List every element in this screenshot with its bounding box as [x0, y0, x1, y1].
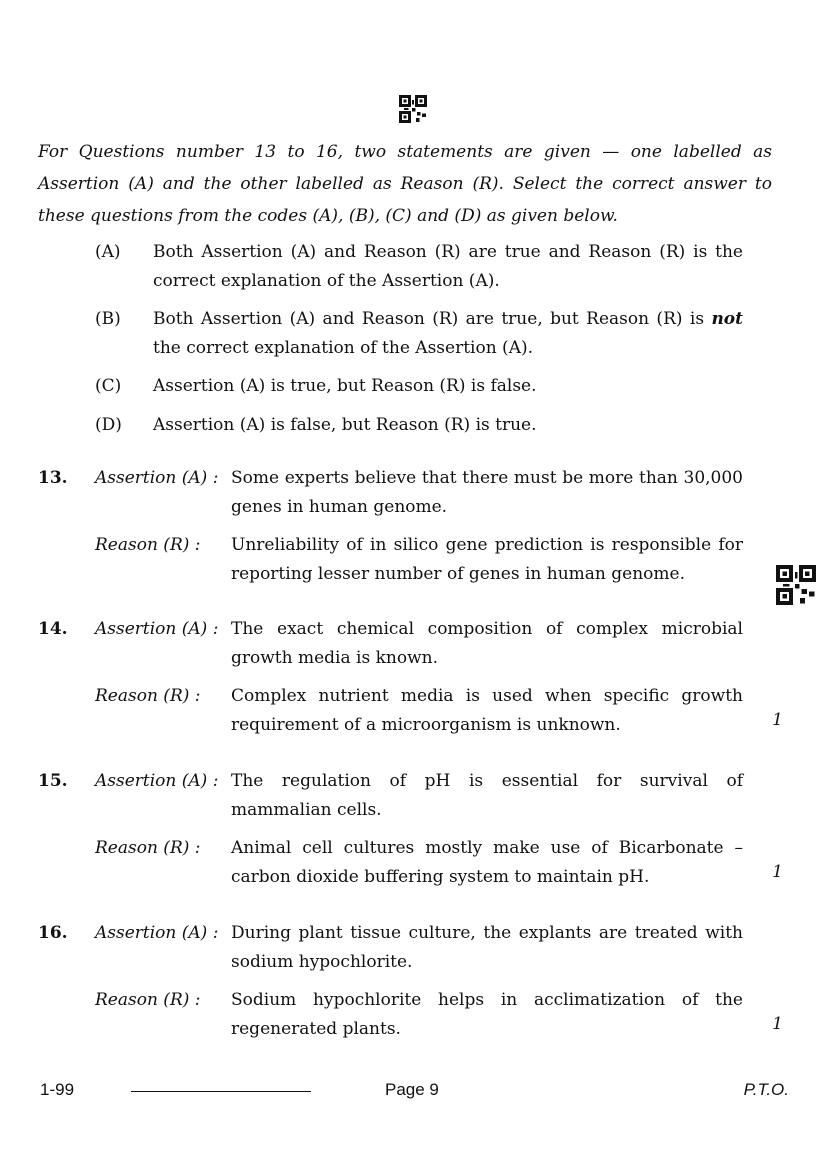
reason-text: Animal cell cultures mostly make use of Bicarbonate – carbon dioxide buffering system to maintain pH. [231, 838, 743, 887]
code-text: Both Assertion (A) and Reason (R) are true, but Reason (R) is not the correct explanation of the Assertion (A). [153, 309, 743, 358]
assertion-row [38, 615, 783, 672]
qr-code-icon [776, 565, 816, 605]
answer-codes [95, 238, 743, 449]
assertion-label: Assertion (A) : [95, 468, 219, 488]
code-option [95, 305, 743, 362]
reason-text: Unreliability of in silico gene prediction is responsible for reporting lesser number of genes in human genome. [231, 535, 743, 584]
code-option [95, 411, 743, 440]
reason-row [38, 531, 783, 588]
assertion-row [38, 767, 783, 824]
footer-rule [131, 1091, 311, 1092]
question-number: 15. [38, 771, 68, 791]
assertion-row [38, 919, 783, 976]
question-16 [38, 919, 783, 1043]
marks: 1 [772, 710, 783, 730]
reason-row [38, 986, 783, 1043]
marks: 1 [772, 862, 783, 882]
paper-code: 1-99 [40, 1080, 75, 1099]
question-13 [38, 464, 783, 588]
reason-label: Reason (R) : [95, 838, 201, 858]
reason-label: Reason (R) : [95, 535, 201, 555]
code-option [95, 238, 743, 295]
qr-code-icon [399, 95, 427, 123]
assertion-label: Assertion (A) : [95, 771, 219, 791]
assertion-text: During plant tissue culture, the explants are treated with sodium hypochlorite. [231, 923, 743, 972]
marks: 1 [772, 1014, 783, 1034]
assertion-text: Some experts believe that there must be more than 30,000 genes in human genome. [231, 468, 743, 517]
code-letter: (A) [95, 242, 121, 262]
reason-text: Complex nutrient media is used when specific growth requirement of a microorganism is unknown. [231, 686, 743, 735]
assertion-label: Assertion (A) : [95, 923, 219, 943]
pto-label: P.T.O. [743, 1080, 789, 1099]
code-text: Both Assertion (A) and Reason (R) are true and Reason (R) is the correct explanation of the Assertion (A). [153, 242, 743, 291]
page-number: Page 9 [385, 1080, 439, 1099]
question-number: 14. [38, 619, 68, 639]
reason-row [38, 834, 783, 891]
assertion-label: Assertion (A) : [95, 619, 219, 639]
code-option [95, 372, 743, 401]
reason-text: Sodium hypochlorite helps in acclimatization of the regenerated plants. [231, 990, 743, 1039]
instructions-text: For Questions number 13 to 16, two statements are given — one labelled as Assertion (A) and the other labelled as Reason (R). Select the correct answer to these questions from the codes (A), (B), (C) and (D) as given below. [38, 142, 772, 226]
question-number: 16. [38, 923, 68, 943]
reason-label: Reason (R) : [95, 686, 201, 706]
code-letter: (D) [95, 414, 122, 435]
question-number: 13. [38, 468, 68, 488]
emphasis-not: not [711, 309, 743, 329]
code-text: Assertion (A) is true, but Reason (R) is false. [153, 376, 537, 396]
page-footer [0, 1080, 827, 1104]
assertion-text: The exact chemical composition of complex microbial growth media is known. [231, 619, 743, 668]
code-letter: (C) [95, 376, 122, 396]
reason-label: Reason (R) : [95, 990, 201, 1010]
code-text: Assertion (A) is false, but Reason (R) is true. [153, 414, 537, 435]
assertion-row [38, 464, 783, 521]
question-15 [38, 767, 783, 891]
assertion-text: The regulation of pH is essential for survival of mammalian cells. [231, 771, 743, 820]
question-14 [38, 615, 783, 739]
reason-row [38, 682, 783, 739]
code-letter: (B) [95, 309, 121, 329]
